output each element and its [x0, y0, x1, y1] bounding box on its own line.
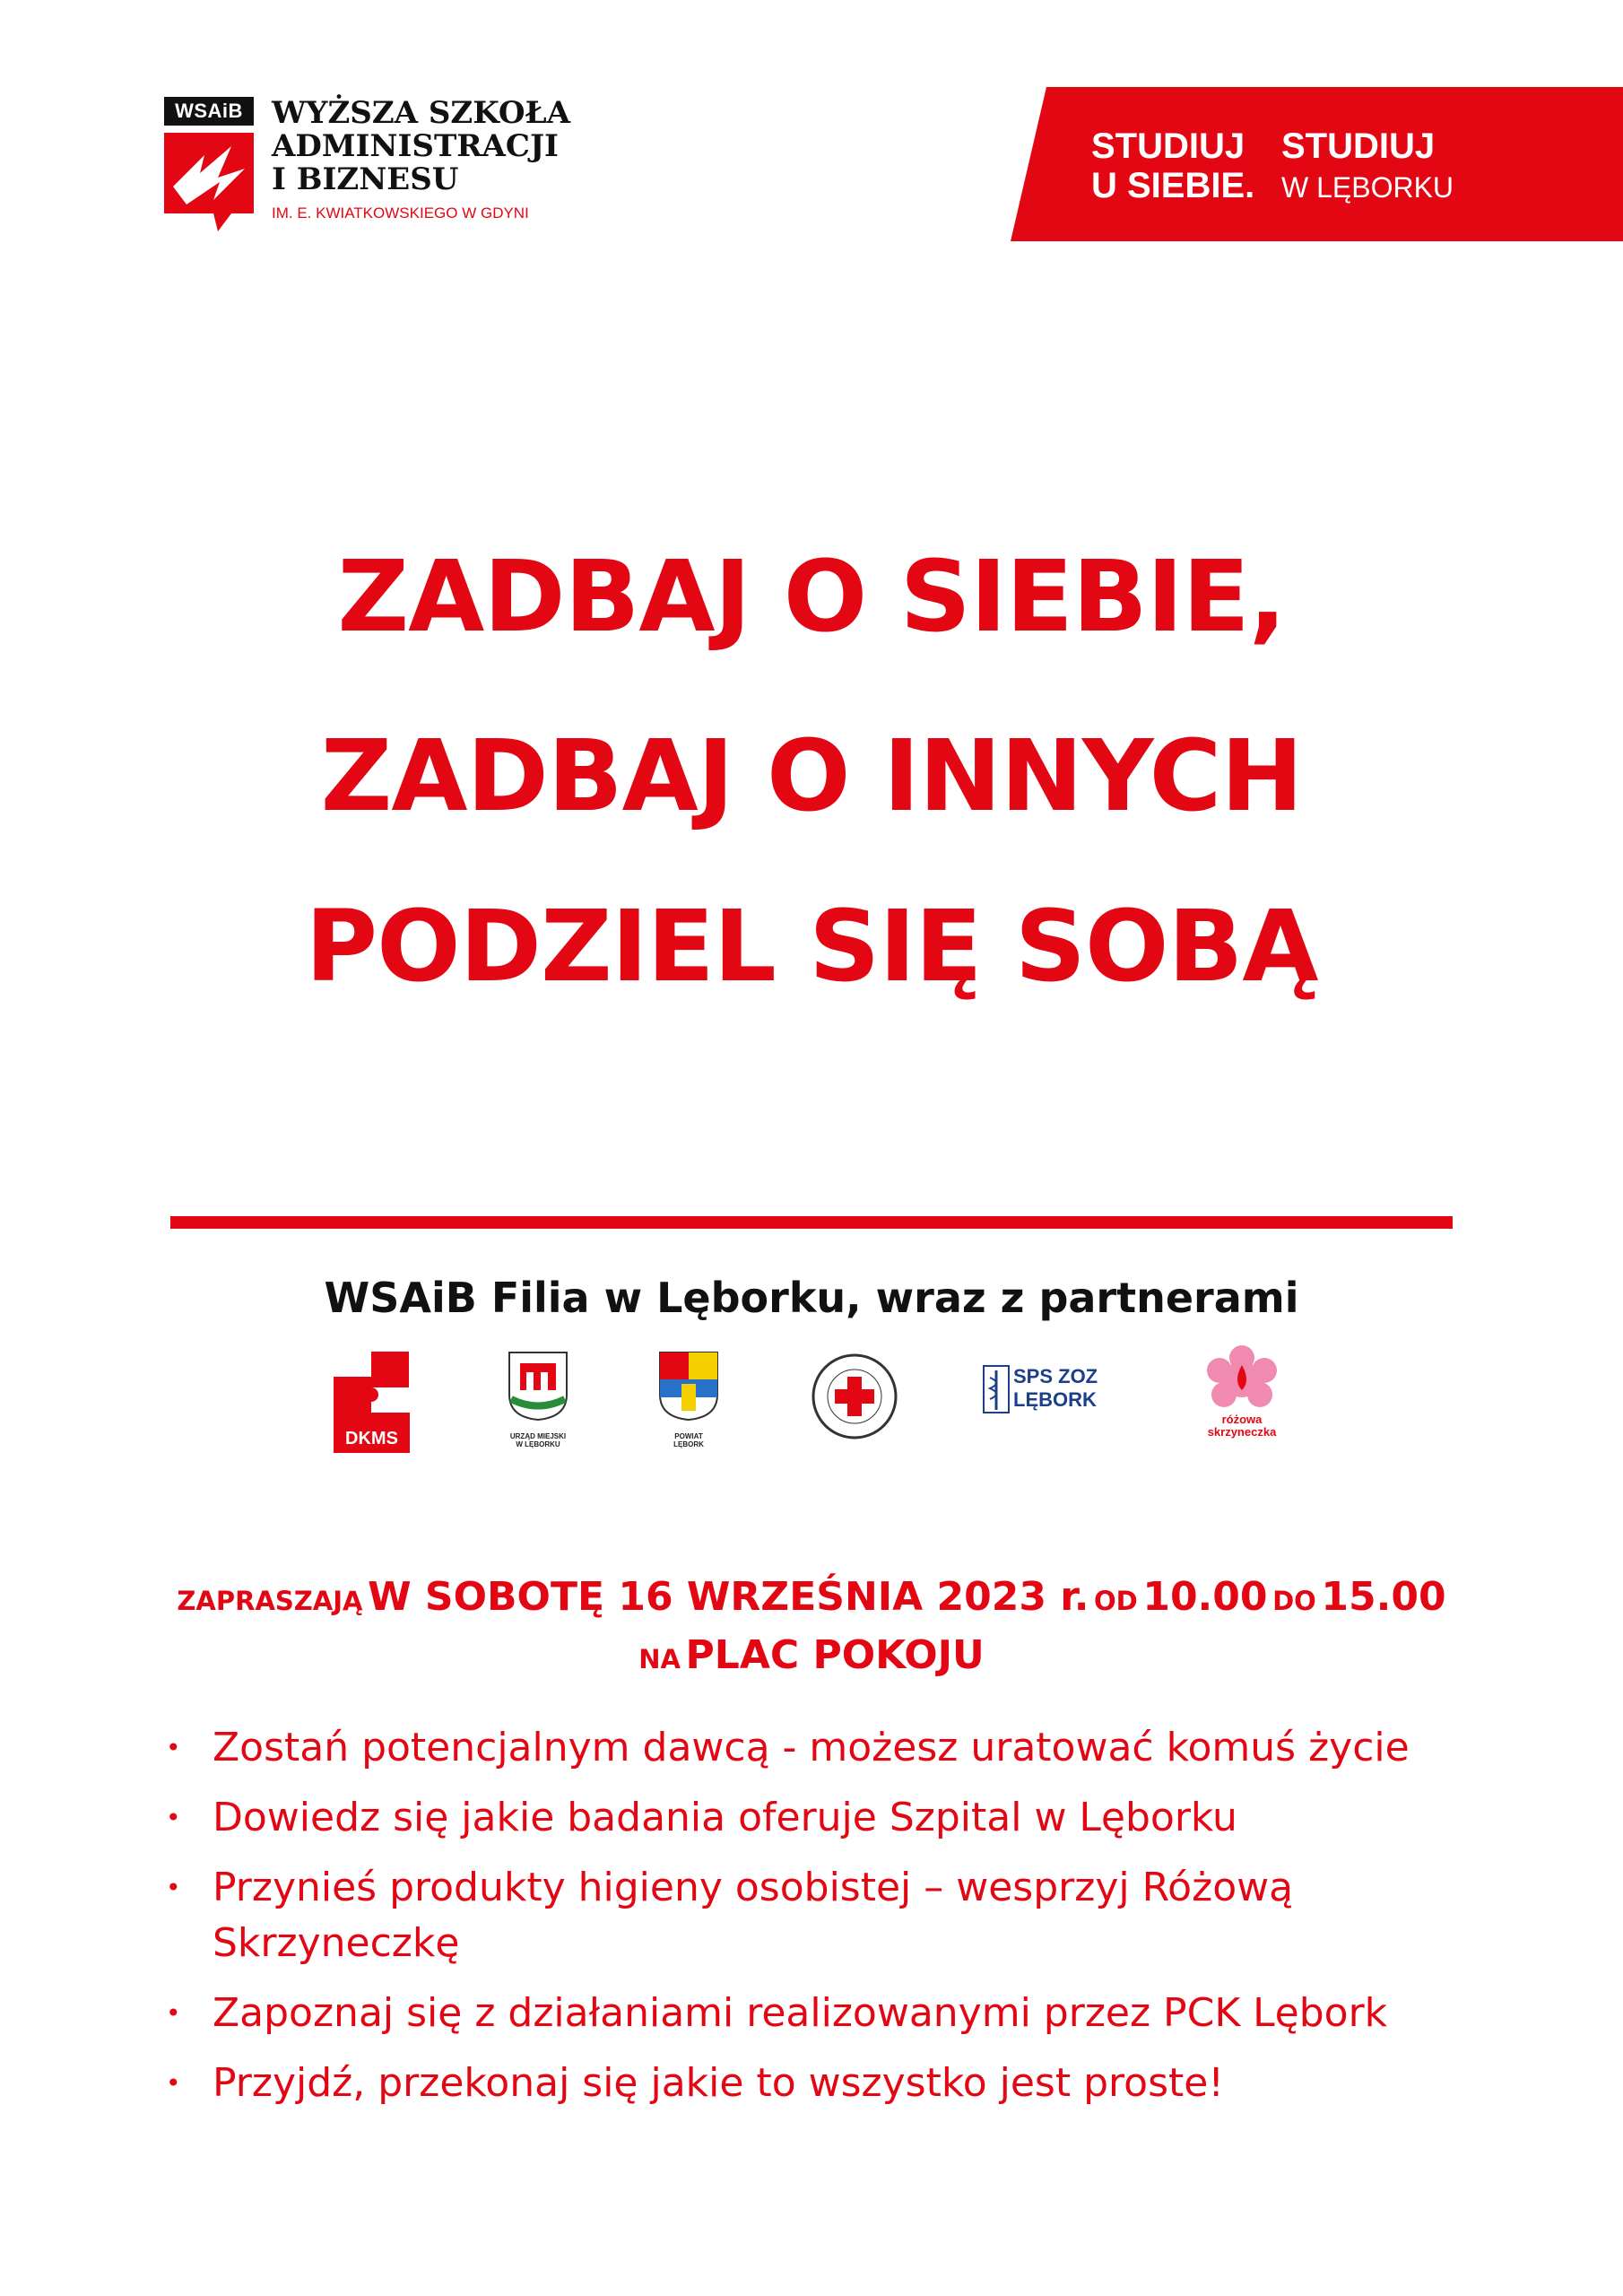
rozowa-label-line: skrzyneczka [1207, 1425, 1277, 1439]
list-item-text: Dowiedz się jakie badania oferuje Szpital w Lęborku [213, 1795, 1237, 1840]
divider [170, 1216, 1453, 1229]
list-item [166, 1790, 1475, 1846]
invite-line-1 [0, 1574, 1623, 1620]
school-name-line: I BIZNESU [272, 161, 459, 197]
powiat-label [639, 1432, 738, 1448]
sps-zoz-logo [983, 1365, 1126, 1419]
pck-logo [810, 1352, 899, 1441]
invite-word: NA [638, 1644, 681, 1674]
invite-word: ZAPRASZAJĄ [177, 1586, 363, 1616]
powiat-logo [657, 1350, 720, 1457]
headline-line: PODZIEL SIĘ SOBĄ [305, 889, 1318, 1004]
urzad-label-line: URZĄD MIEJSKI [509, 1432, 567, 1440]
banner-text: STUDIUJ [1281, 126, 1436, 166]
wsaib-logo [164, 97, 586, 249]
county-coat-of-arms-icon [657, 1350, 720, 1422]
list-item-text: Przyjdź, przekonaj się jakie to wszystko jest proste! [213, 2060, 1224, 2106]
bullet-icon: • [166, 2068, 181, 2098]
bullet-icon: • [166, 1998, 181, 2028]
school-name-line: WYŻSZA SZKOŁA [272, 95, 571, 131]
invite-date: W SOBOTĘ 16 WRZEŚNIA 2023 r. [368, 1574, 1089, 1620]
list-item [166, 1860, 1475, 1971]
list-item-text: Przynieś produkty higieny osobistej – wesprzyj Różową Skrzyneczkę [213, 1865, 1294, 1966]
partners-subtitle: WSAiB Filia w Lęborku, wraz z partnerami [324, 1274, 1299, 1322]
invite-word: OD [1094, 1586, 1138, 1616]
activity-list [166, 1720, 1475, 2126]
pink-flower-icon [1202, 1345, 1282, 1413]
headline-line: ZADBAJ O SIEBIE, [337, 539, 1286, 654]
sps-label-line: SPS ZOZ [1013, 1365, 1098, 1387]
invite-line-2 [0, 1632, 1623, 1678]
powiat-label-line: POWIAT [674, 1432, 703, 1440]
list-item [166, 1720, 1475, 1776]
caduceus-icon [983, 1365, 1010, 1414]
list-item-text: Zostań potencjalnym dawcą - możesz uratować komuś życie [213, 1725, 1410, 1770]
invite-time: 15.00 [1321, 1574, 1446, 1620]
studiuj-banner [1011, 87, 1623, 241]
urzad-miejski-logo [507, 1350, 569, 1457]
dkms-label: DKMS [345, 1429, 398, 1448]
sps-label [1013, 1365, 1098, 1412]
wsaib-emblem-icon [164, 133, 254, 231]
city-coat-of-arms-icon [507, 1350, 569, 1422]
bullet-icon: • [166, 1873, 181, 1902]
wsaib-tag: WSAiB [164, 97, 254, 126]
dkms-logo [334, 1350, 410, 1453]
list-item-text: Zapoznaj się z działaniami realizowanymi przez PCK Lębork [213, 1990, 1388, 2036]
powiat-label-line: LĘBORK [673, 1440, 704, 1448]
invite-word: DO [1272, 1586, 1316, 1616]
banner-text: W LĘBORKU [1281, 171, 1454, 204]
school-name [272, 97, 570, 196]
rozowa-label-line: różowa [1221, 1413, 1263, 1426]
invite-place: PLAC POKOJU [685, 1632, 985, 1678]
banner-text: U SIEBIE. [1091, 166, 1255, 205]
red-cross-icon [810, 1352, 899, 1441]
urzad-label [489, 1432, 587, 1448]
bullet-icon: • [166, 1803, 181, 1832]
headline-line: ZADBAJ O INNYCH [320, 718, 1303, 833]
banner-text: STUDIUJ [1091, 126, 1245, 166]
rozowa-skrzyneczka-logo [1202, 1345, 1282, 1444]
rozowa-label [1193, 1413, 1291, 1439]
school-name-line: ADMINISTRACJI [272, 128, 559, 164]
bullet-icon: • [166, 1733, 181, 1762]
list-item [166, 1986, 1475, 2041]
urzad-label-line: W LĘBORKU [516, 1440, 560, 1448]
list-item [166, 2056, 1475, 2111]
sps-label-line: LĘBORK [1013, 1388, 1097, 1411]
invite-time: 10.00 [1142, 1574, 1268, 1620]
school-subtitle: IM. E. KWIATKOWSKIEGO W GDYNI [272, 204, 529, 222]
